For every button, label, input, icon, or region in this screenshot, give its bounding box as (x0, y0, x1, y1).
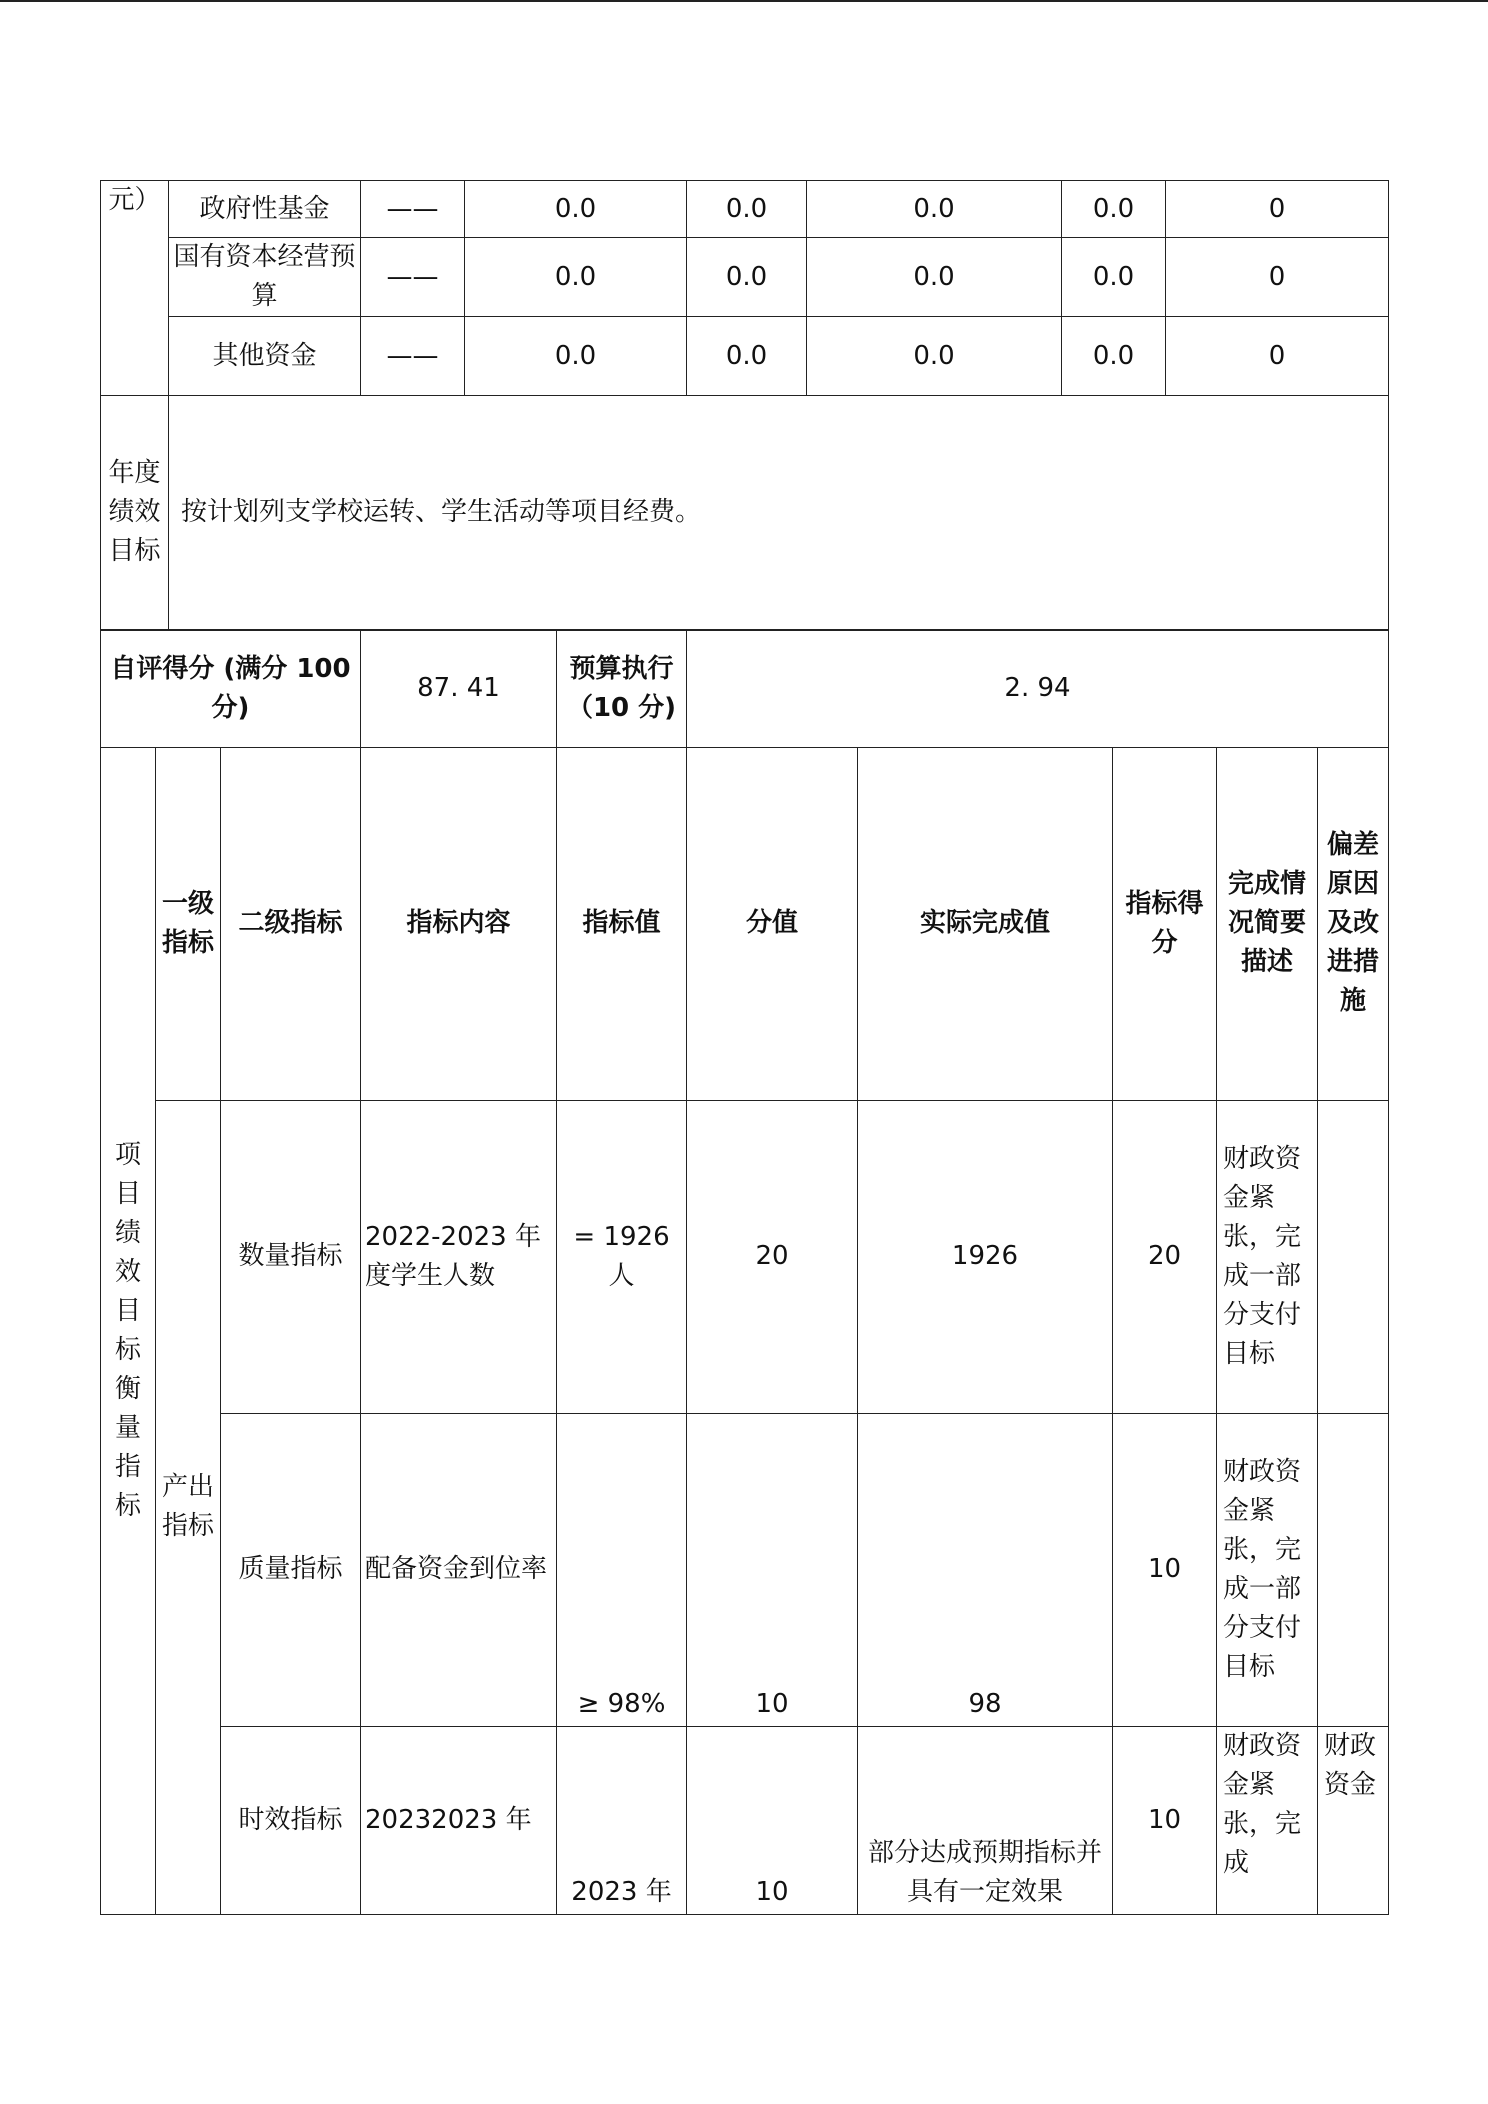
funding-source-table (100, 180, 1389, 396)
indicator-actual: 98 (858, 1413, 1113, 1726)
fund-cell: 0 (1166, 317, 1389, 396)
indicator-target: ≥ 98% (557, 1413, 687, 1726)
budget-execution-value: 2. 94 (687, 630, 1389, 748)
indicators-table (100, 747, 1389, 1915)
header-cell: 一级指标 (156, 747, 221, 1100)
indicator-score: 20 (1113, 1100, 1217, 1413)
score-table (100, 629, 1389, 748)
performance-self-evaluation-page (100, 180, 1388, 1915)
fund-cell: 0.0 (687, 181, 807, 238)
fund-name: 国有资本经营预算 (169, 238, 361, 317)
annual-goal-text: 按计划列支学校运转、学生活动等项目经费。 (169, 395, 1389, 630)
fund-cell: 0.0 (687, 317, 807, 396)
fund-name: 政府性基金 (169, 181, 361, 238)
deviation-reason: 财政资金 (1318, 1726, 1389, 1914)
budget-execution-label: 预算执行（10 分) (557, 630, 687, 748)
header-cell: 实际完成值 (858, 747, 1113, 1100)
indicator-weight: 10 (687, 1413, 858, 1726)
completion-desc: 财政资金紧张，完成一部分支付目标 (1217, 1100, 1318, 1413)
indicator-row (101, 1726, 1389, 1914)
page-top-rule (0, 0, 1488, 2)
indicator-score: 10 (1113, 1726, 1217, 1914)
header-cell: 指标值 (557, 747, 687, 1100)
header-cell: 指标得分 (1113, 747, 1217, 1100)
indicator-content: 配备资金到位率 (361, 1413, 557, 1726)
fund-cell: 0.0 (1062, 317, 1166, 396)
indicator-row (101, 1100, 1389, 1413)
header-cell: 指标内容 (361, 747, 557, 1100)
fund-row (101, 181, 1389, 238)
fund-cell: 0.0 (465, 238, 687, 317)
section-label: 项目绩效目标衡量指标 (101, 747, 156, 1914)
level2-indicator: 质量指标 (221, 1413, 361, 1726)
self-score-label: 自评得分 (满分 100 分) (101, 630, 361, 748)
level1-indicator: 产出指标 (156, 1100, 221, 1914)
fund-cell: 0 (1166, 238, 1389, 317)
level2-indicator: 数量指标 (221, 1100, 361, 1413)
indicators-header-row (101, 747, 1389, 1100)
indicator-row (101, 1413, 1389, 1726)
level2-indicator: 时效指标 (221, 1726, 361, 1914)
fund-name: 其他资金 (169, 317, 361, 396)
indicator-actual: 1926 (858, 1100, 1113, 1413)
fund-cell: 0.0 (1062, 181, 1166, 238)
fund-cell: 0.0 (687, 238, 807, 317)
self-score-value: 87. 41 (361, 630, 557, 748)
fund-cell: 0.0 (1062, 238, 1166, 317)
indicator-target: 2023 年 (557, 1726, 687, 1914)
deviation-reason (1318, 1413, 1389, 1726)
funds-label-tail: 元） (101, 181, 169, 396)
indicator-content: 2022-2023 年度学生人数 (361, 1100, 557, 1413)
indicator-content: 20232023 年 (361, 1726, 557, 1914)
indicator-target: = 1926 人 (557, 1100, 687, 1413)
fund-cell: 0.0 (807, 317, 1062, 396)
header-cell: 完成情况简要描述 (1217, 747, 1318, 1100)
indicator-weight: 10 (687, 1726, 858, 1914)
completion-desc: 财政资金紧张，完成一部分支付目标 (1217, 1413, 1318, 1726)
annual-goal-table (100, 395, 1389, 631)
fund-cell: 0.0 (807, 181, 1062, 238)
fund-cell: —— (361, 238, 465, 317)
fund-cell: 0 (1166, 181, 1389, 238)
completion-desc: 财政资金紧张，完成 (1217, 1726, 1318, 1914)
header-cell: 偏差原因及改进措施 (1318, 747, 1389, 1100)
fund-cell: 0.0 (465, 181, 687, 238)
fund-cell: 0.0 (465, 317, 687, 396)
indicator-score: 10 (1113, 1413, 1217, 1726)
fund-cell: 0.0 (807, 238, 1062, 317)
fund-cell: —— (361, 181, 465, 238)
indicator-actual: 部分达成预期指标并具有一定效果 (858, 1726, 1113, 1914)
header-cell: 分值 (687, 747, 858, 1100)
fund-cell: —— (361, 317, 465, 396)
deviation-reason (1318, 1100, 1389, 1413)
indicator-weight: 20 (687, 1100, 858, 1413)
header-cell: 二级指标 (221, 747, 361, 1100)
fund-row (101, 238, 1389, 317)
annual-goal-label: 年度绩效目标 (101, 395, 169, 630)
fund-row (101, 317, 1389, 396)
